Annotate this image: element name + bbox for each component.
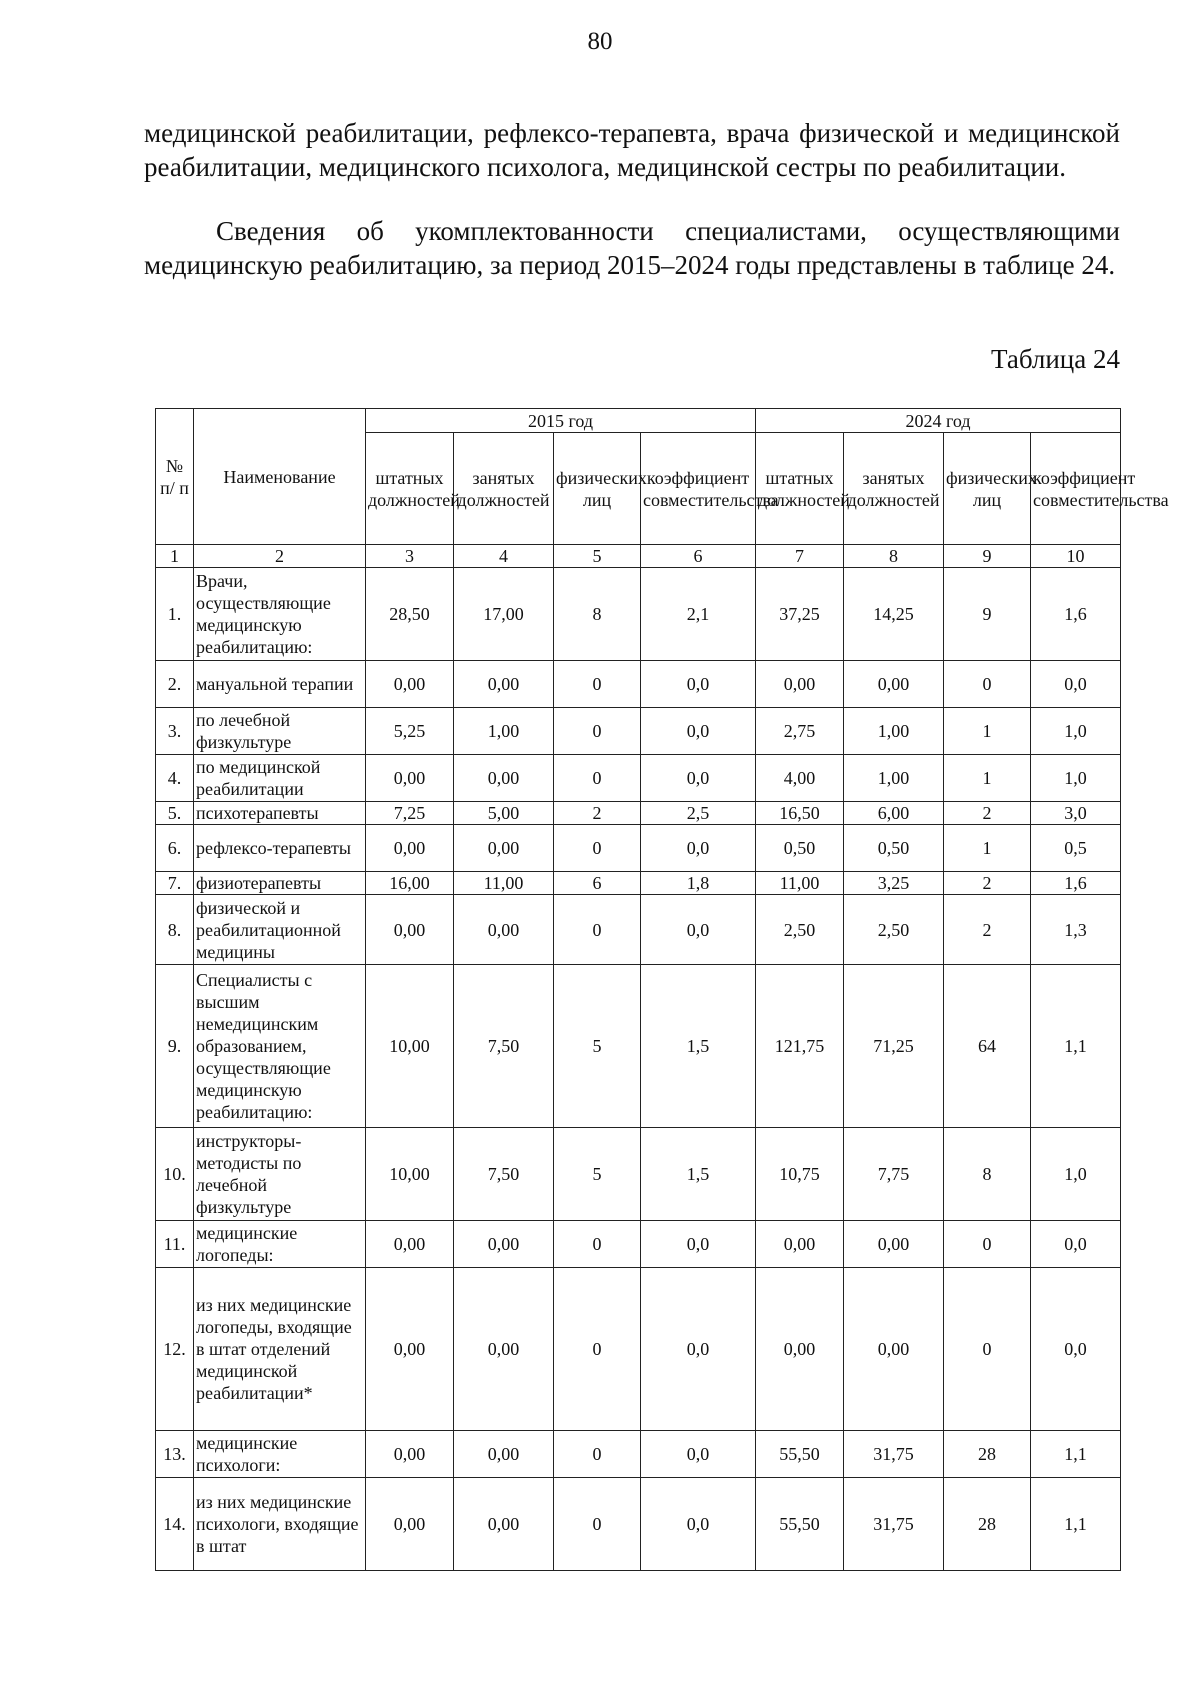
row-value: 121,75 bbox=[756, 965, 844, 1128]
row-number: 4. bbox=[156, 755, 194, 802]
row-value: 6 bbox=[554, 872, 641, 895]
table-row bbox=[156, 755, 1121, 802]
row-value: 0,0 bbox=[641, 755, 756, 802]
col-number: 7 bbox=[756, 545, 844, 568]
table-row bbox=[156, 1221, 1121, 1268]
row-value: 0,00 bbox=[454, 825, 554, 872]
row-value: 10,00 bbox=[366, 1128, 454, 1221]
row-number: 13. bbox=[156, 1431, 194, 1478]
row-value: 0,5 bbox=[1031, 825, 1121, 872]
row-value: 0,0 bbox=[641, 1268, 756, 1431]
row-value: 0,00 bbox=[366, 825, 454, 872]
row-value: 0 bbox=[554, 1221, 641, 1268]
row-value: 2 bbox=[944, 802, 1031, 825]
row-value: 1,5 bbox=[641, 965, 756, 1128]
row-value: 0 bbox=[554, 661, 641, 708]
row-value: 55,50 bbox=[756, 1431, 844, 1478]
row-name: из них медицинские психологи, входящие в штат bbox=[194, 1478, 366, 1571]
table-row bbox=[156, 895, 1121, 965]
row-value: 1 bbox=[944, 708, 1031, 755]
row-value: 0,00 bbox=[844, 661, 944, 708]
header-sub: физических лиц bbox=[554, 433, 641, 545]
row-value: 16,00 bbox=[366, 872, 454, 895]
row-value: 4,00 bbox=[756, 755, 844, 802]
row-number: 2. bbox=[156, 661, 194, 708]
row-name: по лечебной физкультуре bbox=[194, 708, 366, 755]
row-value: 2,75 bbox=[756, 708, 844, 755]
row-value: 0,0 bbox=[641, 708, 756, 755]
col-number: 8 bbox=[844, 545, 944, 568]
row-value: 2,50 bbox=[844, 895, 944, 965]
header-year-2024: 2024 год bbox=[756, 409, 1121, 433]
row-value: 0,00 bbox=[756, 661, 844, 708]
row-value: 0,00 bbox=[454, 755, 554, 802]
row-value: 8 bbox=[554, 568, 641, 661]
row-value: 1,0 bbox=[1031, 755, 1121, 802]
row-value: 0 bbox=[554, 755, 641, 802]
row-name: Специалисты с высшим немедицинским образованием, осуществляющие медицинскую реабилитацию: bbox=[194, 965, 366, 1128]
row-value: 0,00 bbox=[454, 1431, 554, 1478]
row-value: 2 bbox=[554, 802, 641, 825]
row-value: 11,00 bbox=[454, 872, 554, 895]
header-sub: коэффициент совместительства bbox=[641, 433, 756, 545]
row-value: 10,00 bbox=[366, 965, 454, 1128]
row-value: 0,0 bbox=[1031, 1268, 1121, 1431]
row-value: 0,0 bbox=[641, 661, 756, 708]
table-row bbox=[156, 872, 1121, 895]
row-value: 0,00 bbox=[454, 1221, 554, 1268]
row-value: 64 bbox=[944, 965, 1031, 1128]
row-name: медицинские психологи: bbox=[194, 1431, 366, 1478]
row-number: 3. bbox=[156, 708, 194, 755]
table-row bbox=[156, 1128, 1121, 1221]
row-value: 0,0 bbox=[641, 1221, 756, 1268]
row-value: 28 bbox=[944, 1431, 1031, 1478]
row-value: 5,00 bbox=[454, 802, 554, 825]
row-value: 55,50 bbox=[756, 1478, 844, 1571]
row-number: 9. bbox=[156, 965, 194, 1128]
row-number: 1. bbox=[156, 568, 194, 661]
header-sub: занятых должностей bbox=[844, 433, 944, 545]
row-value: 17,00 bbox=[454, 568, 554, 661]
row-name: по медицинской реабилитации bbox=[194, 755, 366, 802]
row-value: 28,50 bbox=[366, 568, 454, 661]
col-number: 9 bbox=[944, 545, 1031, 568]
row-value: 9 bbox=[944, 568, 1031, 661]
table-row bbox=[156, 661, 1121, 708]
col-number: 1 bbox=[156, 545, 194, 568]
row-value: 0,00 bbox=[844, 1221, 944, 1268]
row-number: 14. bbox=[156, 1478, 194, 1571]
row-value: 10,75 bbox=[756, 1128, 844, 1221]
row-name: из них медицинские логопеды, входящие в штат отделений медицинской реабилитации* bbox=[194, 1268, 366, 1431]
row-value: 0,00 bbox=[366, 895, 454, 965]
table-caption: Таблица 24 bbox=[991, 344, 1120, 374]
paragraph-table-reference: Сведения об укомплектованности специалистами, осуществляющими медицинскую реабилитацию, за период 2015–2024 годы представлены в таблице 24. bbox=[144, 216, 1120, 280]
table-body bbox=[156, 568, 1121, 1571]
row-value: 0,0 bbox=[641, 825, 756, 872]
row-value: 1,8 bbox=[641, 872, 756, 895]
col-number: 4 bbox=[454, 545, 554, 568]
header-sub: занятых должностей bbox=[454, 433, 554, 545]
row-value: 0 bbox=[944, 1221, 1031, 1268]
row-value: 7,25 bbox=[366, 802, 454, 825]
header-name: Наименование bbox=[194, 409, 366, 545]
row-value: 5 bbox=[554, 1128, 641, 1221]
row-number: 10. bbox=[156, 1128, 194, 1221]
row-name: Врачи, осуществляющие медицинскую реабилитацию: bbox=[194, 568, 366, 661]
row-number: 7. bbox=[156, 872, 194, 895]
row-value: 1,6 bbox=[1031, 872, 1121, 895]
row-value: 1,00 bbox=[454, 708, 554, 755]
row-value: 0,0 bbox=[641, 1478, 756, 1571]
row-name: мануальной терапии bbox=[194, 661, 366, 708]
col-number: 3 bbox=[366, 545, 454, 568]
row-value: 0,0 bbox=[641, 1431, 756, 1478]
row-value: 3,25 bbox=[844, 872, 944, 895]
row-value: 71,25 bbox=[844, 965, 944, 1128]
row-value: 0,0 bbox=[641, 895, 756, 965]
row-value: 0,00 bbox=[454, 895, 554, 965]
row-value: 37,25 bbox=[756, 568, 844, 661]
row-value: 1,0 bbox=[1031, 1128, 1121, 1221]
row-value: 0 bbox=[554, 1478, 641, 1571]
row-value: 0,00 bbox=[756, 1268, 844, 1431]
row-value: 0,00 bbox=[454, 1478, 554, 1571]
table-row bbox=[156, 825, 1121, 872]
row-value: 0,0 bbox=[1031, 661, 1121, 708]
row-value: 0,00 bbox=[366, 1268, 454, 1431]
col-number: 2 bbox=[194, 545, 366, 568]
row-value: 31,75 bbox=[844, 1478, 944, 1571]
table-row bbox=[156, 965, 1121, 1128]
row-value: 0,50 bbox=[844, 825, 944, 872]
row-value: 31,75 bbox=[844, 1431, 944, 1478]
table-row bbox=[156, 1478, 1121, 1571]
row-value: 5 bbox=[554, 965, 641, 1128]
row-value: 1,1 bbox=[1031, 1431, 1121, 1478]
row-value: 0 bbox=[554, 1268, 641, 1431]
row-value: 0,00 bbox=[454, 1268, 554, 1431]
row-value: 0,00 bbox=[366, 661, 454, 708]
row-value: 0,00 bbox=[366, 1478, 454, 1571]
page-number: 80 bbox=[587, 28, 613, 55]
header-sub: штатных должностей bbox=[366, 433, 454, 545]
row-value: 28 bbox=[944, 1478, 1031, 1571]
row-value: 7,75 bbox=[844, 1128, 944, 1221]
row-value: 1 bbox=[944, 825, 1031, 872]
row-name: инструкторы-методисты по лечебной физкультуре bbox=[194, 1128, 366, 1221]
row-value: 0 bbox=[944, 661, 1031, 708]
row-value: 1,6 bbox=[1031, 568, 1121, 661]
row-value: 1,00 bbox=[844, 708, 944, 755]
row-value: 11,00 bbox=[756, 872, 844, 895]
header-sub: коэффициент совместительства bbox=[1031, 433, 1121, 545]
row-value: 0,00 bbox=[366, 1221, 454, 1268]
row-value: 0 bbox=[944, 1268, 1031, 1431]
row-value: 7,50 bbox=[454, 965, 554, 1128]
row-name: психотерапевты bbox=[194, 802, 366, 825]
row-value: 0,00 bbox=[844, 1268, 944, 1431]
row-name: физиотерапевты bbox=[194, 872, 366, 895]
row-value: 3,0 bbox=[1031, 802, 1121, 825]
row-value: 2,50 bbox=[756, 895, 844, 965]
row-value: 1,0 bbox=[1031, 708, 1121, 755]
row-value: 2 bbox=[944, 895, 1031, 965]
row-number: 6. bbox=[156, 825, 194, 872]
row-number: 11. bbox=[156, 1221, 194, 1268]
row-value: 16,50 bbox=[756, 802, 844, 825]
row-value: 0,00 bbox=[366, 755, 454, 802]
col-number: 5 bbox=[554, 545, 641, 568]
row-value: 2,1 bbox=[641, 568, 756, 661]
row-value: 6,00 bbox=[844, 802, 944, 825]
header-sub: штатных должностей bbox=[756, 433, 844, 545]
row-value: 1,1 bbox=[1031, 1478, 1121, 1571]
row-value: 14,25 bbox=[844, 568, 944, 661]
row-value: 0,0 bbox=[1031, 1221, 1121, 1268]
row-value: 0 bbox=[554, 895, 641, 965]
paragraph-intro: медицинской реабилитации, рефлексо-терапевта, врача физической и медицинской реабилитации, медицинского психолога, медицинской сестры по реабилитации. bbox=[144, 118, 1120, 182]
row-value: 0 bbox=[554, 1431, 641, 1478]
header-num: № п/ п bbox=[156, 409, 194, 545]
row-value: 2,5 bbox=[641, 802, 756, 825]
row-value: 1 bbox=[944, 755, 1031, 802]
row-value: 0,00 bbox=[366, 1431, 454, 1478]
col-number: 6 bbox=[641, 545, 756, 568]
row-value: 8 bbox=[944, 1128, 1031, 1221]
row-value: 1,1 bbox=[1031, 965, 1121, 1128]
table-row bbox=[156, 802, 1121, 825]
col-number: 10 bbox=[1031, 545, 1121, 568]
table-row bbox=[156, 568, 1121, 661]
header-year-2015: 2015 год bbox=[366, 409, 756, 433]
header-sub: физических лиц bbox=[944, 433, 1031, 545]
row-name: рефлексо-терапевты bbox=[194, 825, 366, 872]
row-value: 0 bbox=[554, 708, 641, 755]
row-value: 5,25 bbox=[366, 708, 454, 755]
row-value: 1,00 bbox=[844, 755, 944, 802]
row-value: 0,00 bbox=[454, 661, 554, 708]
staffing-table bbox=[155, 408, 1169, 1571]
row-value: 7,50 bbox=[454, 1128, 554, 1221]
row-value: 0 bbox=[554, 825, 641, 872]
row-value: 2 bbox=[944, 872, 1031, 895]
table-row bbox=[156, 1268, 1121, 1431]
row-value: 0,50 bbox=[756, 825, 844, 872]
row-number: 8. bbox=[156, 895, 194, 965]
table-row bbox=[156, 1431, 1121, 1478]
row-name: медицинские логопеды: bbox=[194, 1221, 366, 1268]
row-number: 5. bbox=[156, 802, 194, 825]
row-number: 12. bbox=[156, 1268, 194, 1431]
row-name: физической и реабилитационной медицины bbox=[194, 895, 366, 965]
row-value: 0,00 bbox=[756, 1221, 844, 1268]
table-row bbox=[156, 708, 1121, 755]
row-value: 1,5 bbox=[641, 1128, 756, 1221]
row-value: 1,3 bbox=[1031, 895, 1121, 965]
